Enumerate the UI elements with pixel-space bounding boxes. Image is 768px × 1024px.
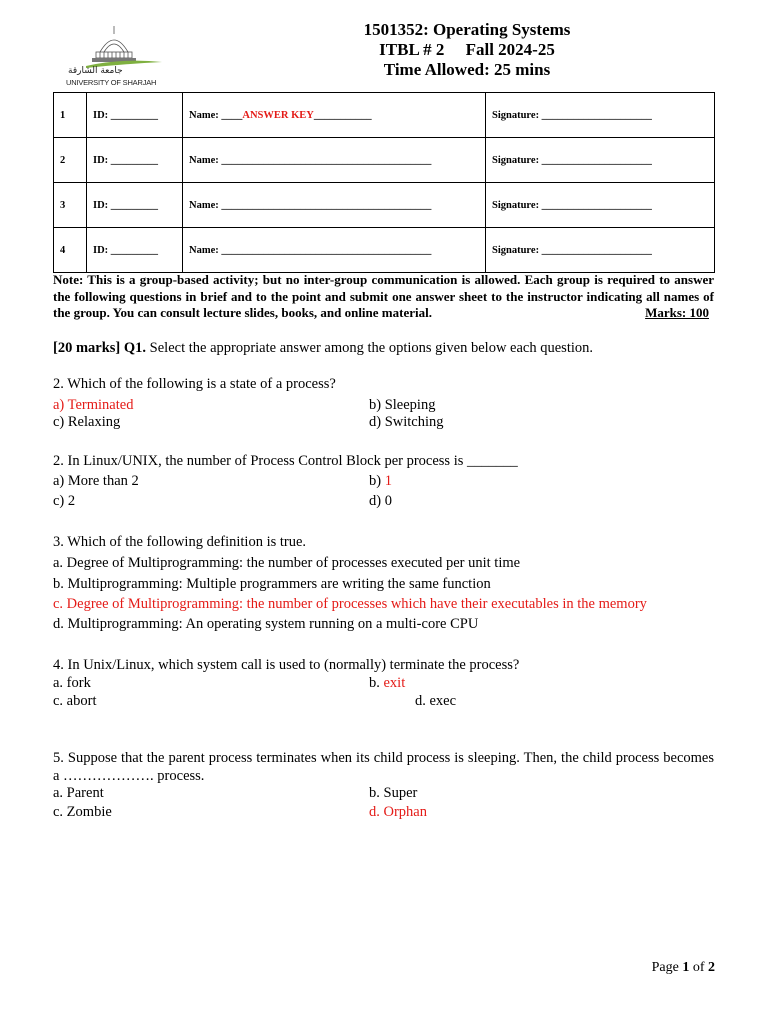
option-a: a. fork <box>53 675 91 691</box>
group-roster-table <box>53 92 715 273</box>
table-row <box>54 138 715 183</box>
total-marks: Marks: 100 <box>645 305 709 320</box>
option-c: c) 2 <box>53 493 76 509</box>
signature-field[interactable]: Signature: _____________________ <box>486 228 715 273</box>
option-d: d. Multiprogramming: An operating system running on a multi-core CPU <box>53 616 479 632</box>
option-d-correct: d. Orphan <box>369 804 427 820</box>
logo-arabic-text: جامعة الشارقة <box>68 66 123 76</box>
option-c: c. abort <box>53 693 97 709</box>
correct-answer: exit <box>383 675 406 691</box>
id-field[interactable]: ID: _________ <box>87 138 183 183</box>
logo-english-text: UNIVERSITY OF SHARJAH <box>66 78 157 87</box>
option-a-correct: a) Terminated <box>53 397 134 413</box>
option-b: b. Super <box>369 785 418 801</box>
name-field[interactable]: Name: ________________________________________ <box>183 138 486 183</box>
option-c-correct: c. Degree of Multiprogramming: the number of processes which have their executables in the memory <box>53 596 647 612</box>
row-number: 1 <box>54 93 87 138</box>
name-field[interactable]: Name: ________________________________________ <box>183 228 486 273</box>
time-allowed: Time Allowed: 25 mins <box>383 60 551 79</box>
question-stem: 2. In Linux/UNIX, the number of Process Control Block per process is _______ <box>53 453 518 469</box>
row-number: 4 <box>54 228 87 273</box>
option-a: a. Parent <box>53 785 104 801</box>
option-b <box>369 674 405 692</box>
option-c: c. Zombie <box>53 804 112 820</box>
id-field[interactable]: ID: _________ <box>87 183 183 228</box>
exam-header <box>300 20 634 80</box>
table-row <box>54 228 715 273</box>
answer-key-text: ANSWER KEY <box>242 109 314 121</box>
option-b: b. Multiprogramming: Multiple programmers are writing the same function <box>53 576 491 592</box>
row-number: 2 <box>54 138 87 183</box>
name-field[interactable] <box>183 93 486 138</box>
table-row <box>54 93 715 138</box>
option-label: b) <box>369 473 385 489</box>
name-label: Name: ____ <box>189 109 243 121</box>
course-title: 1501352: Operating Systems <box>363 20 571 39</box>
exam-term: ITBL # 2 Fall 2024-25 <box>379 40 555 59</box>
option-a: a) More than 2 <box>53 473 139 489</box>
of-word: of <box>689 960 708 975</box>
total-pages: 2 <box>708 960 715 975</box>
option-d: d. exec <box>415 693 457 709</box>
question-stem: 3. Which of the following definition is true. <box>53 534 307 550</box>
q1-heading <box>53 339 593 357</box>
id-field[interactable]: ID: _________ <box>87 228 183 273</box>
question-stem: 5. Suppose that the parent process terminates when its child process is sleeping. Then, the child process becomes a ………………. process. <box>53 750 714 784</box>
page-number <box>652 960 715 976</box>
instructions-note <box>53 272 714 322</box>
correct-answer: 1 <box>384 473 392 489</box>
note-text: Note: This is a group-based activity; but no inter-group communication is allowed. Each group is required to answer the following questions in brief and to the point and submit one answer sheet to the instructor indicating all names of the group. You can consult lecture slides, books, and online material. <box>53 272 714 320</box>
option-d: d) 0 <box>369 493 392 509</box>
option-b <box>369 472 392 490</box>
page-word: Page <box>651 960 683 975</box>
signature-field[interactable]: Signature: _____________________ <box>486 183 715 228</box>
id-field[interactable]: ID: _________ <box>87 93 183 138</box>
row-number: 3 <box>54 183 87 228</box>
question-stem: 4. In Unix/Linux, which system call is used to (normally) terminate the process? <box>53 657 520 673</box>
option-d: d) Switching <box>369 414 444 430</box>
q1-marks: [20 marks] Q1. <box>53 340 147 356</box>
option-b: b) Sleeping <box>369 397 436 413</box>
option-a: a. Degree of Multiprogramming: the number of processes executed per unit time <box>53 555 521 571</box>
question-stem: 2. Which of the following is a state of a process? <box>53 376 336 392</box>
name-blank: ___________ <box>313 109 372 121</box>
option-c: c) Relaxing <box>53 414 121 430</box>
signature-field[interactable]: Signature: _____________________ <box>486 93 715 138</box>
q1-instruction: Select the appropriate answer among the options given below each question. <box>146 340 593 356</box>
current-page: 1 <box>682 960 690 975</box>
signature-field[interactable]: Signature: _____________________ <box>486 138 715 183</box>
name-field[interactable]: Name: ________________________________________ <box>183 183 486 228</box>
table-row <box>54 183 715 228</box>
option-label: b. <box>369 675 384 691</box>
